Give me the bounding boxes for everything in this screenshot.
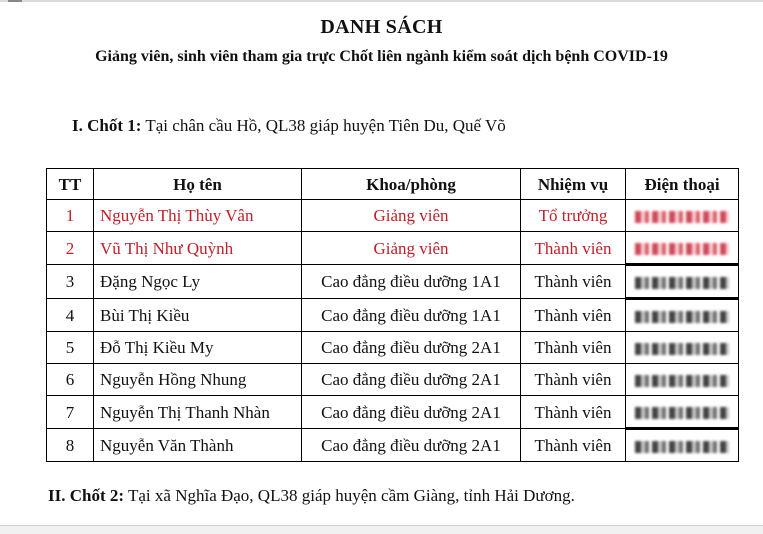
- redacted-phone: [635, 375, 729, 387]
- table-row: [47, 396, 739, 429]
- cell-name: Nguyễn Thị Thanh Nhàn: [94, 396, 302, 429]
- cell-phone-redacted: [626, 265, 739, 299]
- cell-tt: 3: [47, 265, 94, 299]
- redacted-phone: [635, 211, 729, 223]
- cell-role: Thành viên: [521, 429, 626, 462]
- table-row: [47, 200, 739, 232]
- cell-dept: Cao đẳng điều dưỡng 2A1: [302, 396, 521, 429]
- document-title: DANH SÁCH: [320, 16, 443, 38]
- table-row: [47, 299, 739, 332]
- cell-name: Nguyễn Hồng Nhung: [94, 364, 302, 396]
- cell-tt: 5: [47, 332, 94, 364]
- redacted-phone: [635, 277, 729, 289]
- cell-tt: 1: [47, 200, 94, 232]
- scroll-indicator: [8, 0, 22, 2]
- cell-tt: 7: [47, 396, 94, 429]
- cell-phone-redacted: [626, 232, 739, 265]
- cell-dept: Cao đẳng điều dưỡng 1A1: [302, 265, 521, 299]
- redacted-phone: [635, 311, 729, 323]
- cell-role: Thành viên: [521, 299, 626, 332]
- cell-dept: Giảng viên: [302, 232, 521, 265]
- cell-tt: 8: [47, 429, 94, 462]
- cell-dept: Cao đẳng điều dưỡng 2A1: [302, 364, 521, 396]
- section-2-heading: [48, 486, 575, 506]
- page-top-edge: [0, 0, 763, 2]
- redacted-phone: [635, 343, 729, 355]
- cell-dept: Giảng viên: [302, 200, 521, 232]
- cell-name: Vũ Thị Như Quỳnh: [94, 232, 302, 265]
- table-row: [47, 364, 739, 396]
- cell-tt: 2: [47, 232, 94, 265]
- header-dept: Khoa/phòng: [302, 169, 521, 200]
- section-1-text: Tại chân cầu Hồ, QL38 giáp huyện Tiên Du, Quế Võ: [141, 116, 506, 135]
- cell-name: Nguyễn Văn Thành: [94, 429, 302, 462]
- header-name: Họ tên: [94, 169, 302, 200]
- section-2-text: Tại xã Nghĩa Đạo, QL38 giáp huyện cầm Giàng, tỉnh Hải Dương.: [124, 486, 575, 505]
- table-row: [47, 332, 739, 364]
- cell-phone-redacted: [626, 396, 739, 429]
- table-header-row: [47, 169, 739, 200]
- cell-role: Thành viên: [521, 232, 626, 265]
- cell-name: Đặng Ngọc Ly: [94, 265, 302, 299]
- cell-tt: 6: [47, 364, 94, 396]
- header-role: Nhiệm vụ: [521, 169, 626, 200]
- cell-dept: Cao đẳng điều dưỡng 1A1: [302, 299, 521, 332]
- section-2-label: II. Chốt 2:: [48, 486, 125, 505]
- document-subtitle: Giảng viên, sinh viên tham gia trực Chốt liên ngành kiểm soát dịch bệnh COVID-19: [95, 48, 668, 65]
- cell-name: Nguyễn Thị Thùy Vân: [94, 200, 302, 232]
- cell-role: Thành viên: [521, 265, 626, 299]
- header-phone: Điện thoại: [626, 169, 739, 200]
- header-tt: TT: [47, 169, 94, 200]
- cell-tt: 4: [47, 299, 94, 332]
- cell-phone-redacted: [626, 332, 739, 364]
- redacted-phone: [635, 243, 729, 255]
- roster-table: [46, 168, 739, 462]
- cell-dept: Cao đẳng điều dưỡng 2A1: [302, 332, 521, 364]
- cell-role: Thành viên: [521, 332, 626, 364]
- redacted-phone: [635, 407, 729, 419]
- cell-dept: Cao đẳng điều dưỡng 2A1: [302, 429, 521, 462]
- table-row: [47, 265, 739, 299]
- section-1-heading: [72, 116, 506, 136]
- cell-name: Đỗ Thị Kiều My: [94, 332, 302, 364]
- cell-role: Thành viên: [521, 396, 626, 429]
- table-row: [47, 429, 739, 462]
- cell-name: Bùi Thị Kiều: [94, 299, 302, 332]
- cell-role: Thành viên: [521, 364, 626, 396]
- section-1-label: I. Chốt 1:: [72, 116, 142, 135]
- cell-role: Tổ trưởng: [521, 200, 626, 232]
- redacted-phone: [635, 441, 729, 453]
- cell-phone-redacted: [626, 429, 739, 462]
- table-row: [47, 232, 739, 265]
- cell-phone-redacted: [626, 364, 739, 396]
- cell-phone-redacted: [626, 299, 739, 332]
- cell-phone-redacted: [626, 200, 739, 232]
